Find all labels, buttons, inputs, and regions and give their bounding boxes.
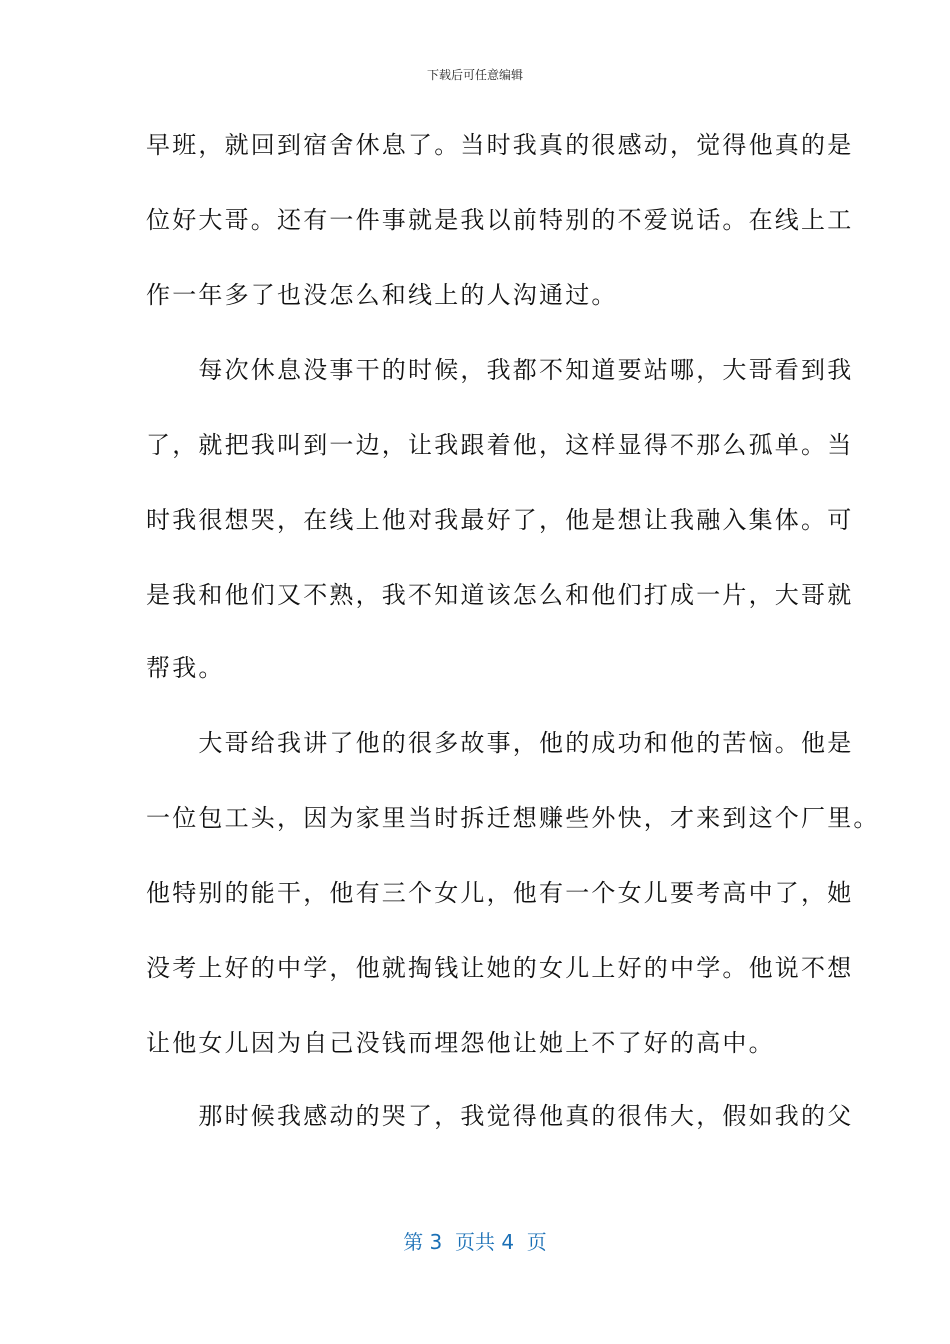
page-footer: 第 3 页共 4 页 — [403, 1230, 547, 1254]
text-line: 让他女儿因为自己没钱而埋怨他让她上不了好的高中。 — [146, 1029, 775, 1057]
text-line: 大哥给我讲了他的很多故事，他的成功和他的苦恼。他是 — [146, 729, 854, 757]
text-line: 那时候我感动的哭了，我觉得他真的很伟大，假如我的父 — [146, 1102, 854, 1130]
text-line: 每次休息没事干的时候，我都不知道要站哪，大哥看到我 — [146, 356, 854, 384]
text-line: 没考上好的中学，他就掏钱让她的女儿上好的中学。他说不想 — [146, 954, 854, 982]
page-header: 下载后可任意编辑 — [426, 68, 523, 82]
text-line: 了，就把我叫到一边，让我跟着他，这样显得不那么孤单。当 — [146, 431, 854, 459]
text-line: 时我很想哭，在线上他对我最好了，他是想让我融入集体。可 — [146, 506, 854, 534]
text-line: 位好大哥。还有一件事就是我以前特别的不爱说话。在线上工 — [146, 206, 854, 234]
text-line: 一位包工头，因为家里当时拆迁想赚些外快，才来到这个厂里。 — [146, 804, 880, 832]
text-line: 是我和他们又不熟，我不知道该怎么和他们打成一片，大哥就 — [146, 581, 854, 609]
text-line: 早班，就回到宿舍休息了。当时我真的很感动，觉得他真的是 — [146, 131, 854, 159]
text-line: 他特别的能干，他有三个女儿，他有一个女儿要考高中了，她 — [146, 879, 854, 907]
text-line: 作一年多了也没怎么和线上的人沟通过。 — [146, 281, 618, 309]
text-line: 帮我。 — [146, 654, 225, 682]
